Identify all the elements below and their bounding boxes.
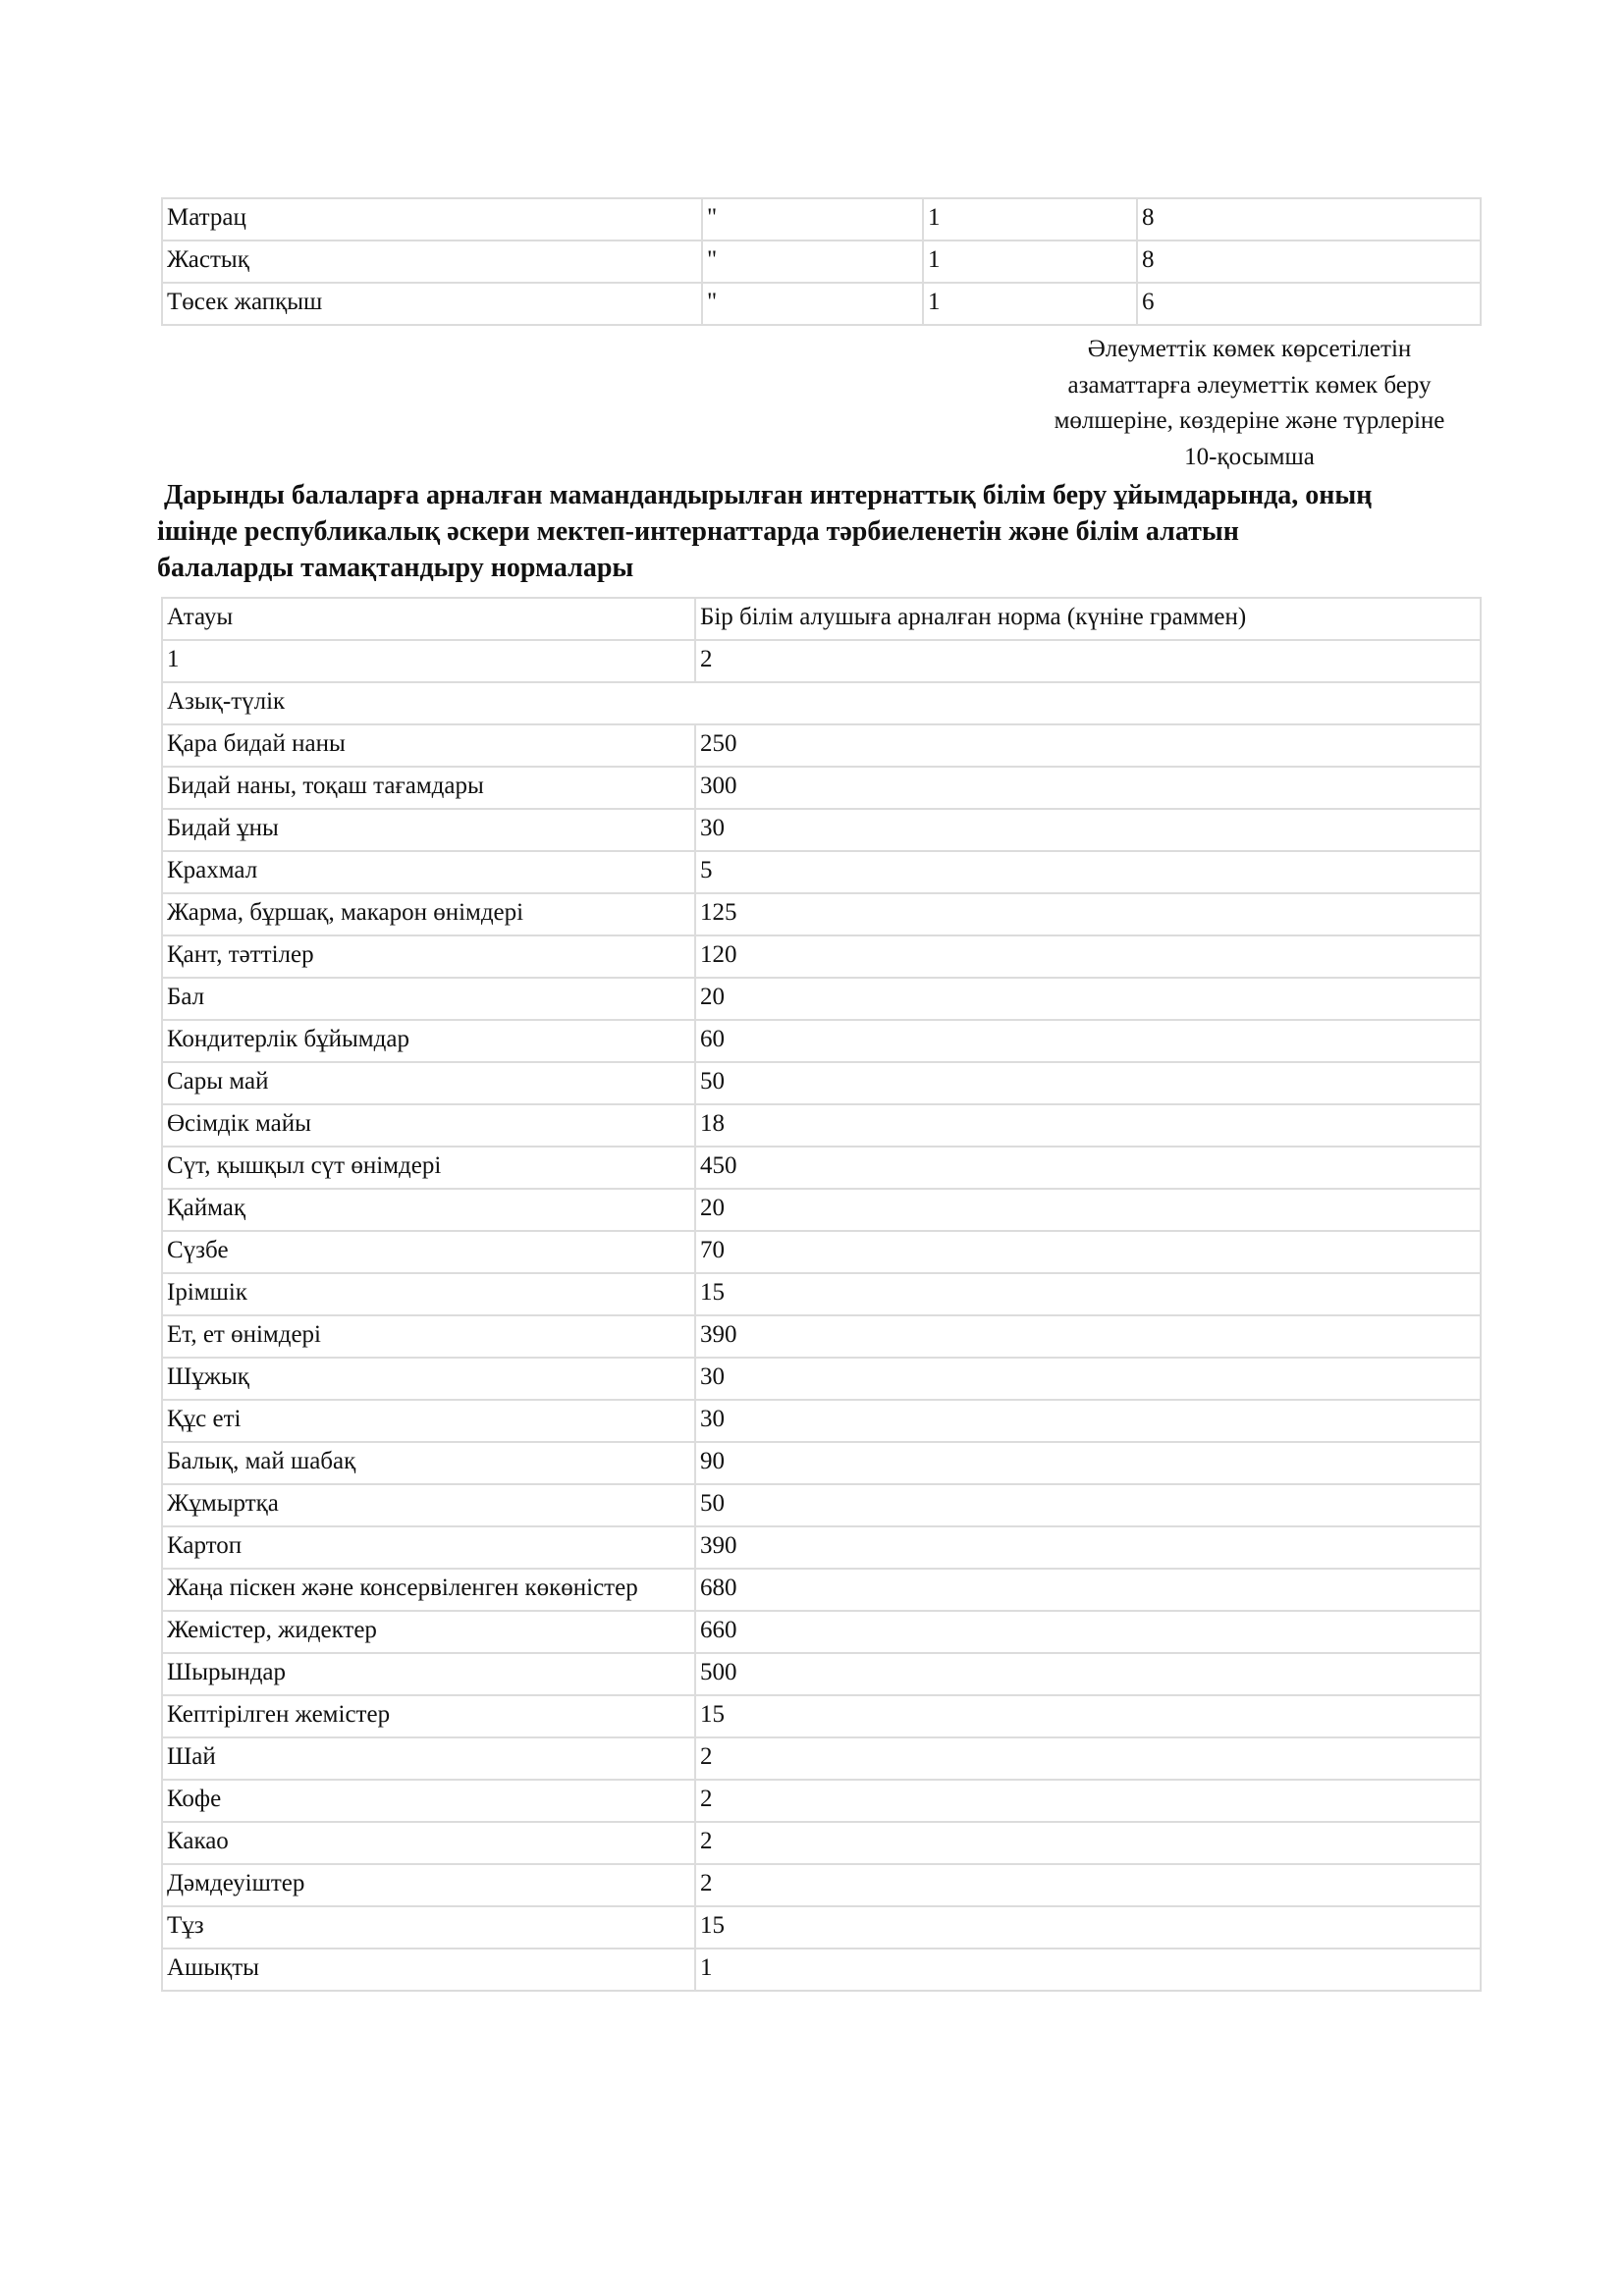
table-row [162,1442,1481,1484]
food-name-cell: Жұмыртқа [162,1484,695,1526]
food-name-cell: Жемістер, жидектер [162,1611,695,1653]
column-header-name: Атауы [162,598,695,640]
norm-value-cell: 450 [695,1147,1481,1189]
food-name-cell: Өсімдік майы [162,1104,695,1147]
quantity-cell: 1 [923,283,1137,325]
table-row [162,1315,1481,1358]
table-row [162,767,1481,809]
column-number: 1 [162,640,695,682]
unit-cell: " [702,198,923,240]
food-name-cell: Қант, тәттілер [162,935,695,978]
quantity-cell: 1 [923,198,1137,240]
table-row [162,1653,1481,1695]
item-name-cell: Төсек жапқыш [162,283,702,325]
food-name-cell: Ашықты [162,1949,695,1991]
nutrition-norms-table [161,597,1482,1992]
annex-note-line: азаматтарға әлеуметтік көмек беру [1067,371,1432,399]
norm-value-cell: 60 [695,1020,1481,1062]
food-name-cell: Сүзбе [162,1231,695,1273]
table-row [162,1526,1481,1569]
norm-value-cell: 15 [695,1273,1481,1315]
norm-value-cell: 50 [695,1062,1481,1104]
page-title [157,477,1492,586]
table-row [162,1737,1481,1780]
norm-value-cell: 30 [695,1400,1481,1442]
table-row [162,809,1481,851]
table-row [162,978,1481,1020]
item-name-cell: Матрац [162,198,702,240]
bedding-table [161,197,1482,326]
unit-cell: " [702,283,923,325]
norm-value-cell: 390 [695,1315,1481,1358]
table-row [162,1611,1481,1653]
norm-value-cell: 30 [695,809,1481,851]
table-row [162,1104,1481,1147]
food-name-cell: Қаймақ [162,1189,695,1231]
table-row [162,1949,1481,1991]
food-name-cell: Жаңа піскен және консервіленген көкөністер [162,1569,695,1611]
column-number: 2 [695,640,1481,682]
annex-note-line: мөлшеріне, көздеріне және түрлеріне [1054,407,1445,434]
food-name-cell: Бидай ұны [162,809,695,851]
food-name-cell: Шырындар [162,1653,695,1695]
norm-value-cell: 5 [695,851,1481,893]
norm-value-cell: 20 [695,978,1481,1020]
food-name-cell: Какао [162,1822,695,1864]
food-name-cell: Ет, ет өнімдері [162,1315,695,1358]
norm-value-cell: 18 [695,1104,1481,1147]
norm-value-cell: 70 [695,1231,1481,1273]
food-name-cell: Сары май [162,1062,695,1104]
food-name-cell: Шай [162,1737,695,1780]
norm-value-cell: 250 [695,724,1481,767]
term-cell: 8 [1137,240,1481,283]
norm-value-cell: 2 [695,1864,1481,1906]
table-row [162,1569,1481,1611]
food-name-cell: Бал [162,978,695,1020]
food-name-cell: Дәмдеуіштер [162,1864,695,1906]
food-name-cell: Шұжық [162,1358,695,1400]
food-name-cell: Кептірілген жемістер [162,1695,695,1737]
table-row [162,1780,1481,1822]
table-row [162,240,1481,283]
term-cell: 6 [1137,283,1481,325]
table-row [162,1020,1481,1062]
food-name-cell: Құс еті [162,1400,695,1442]
annex-note-line: Әлеуметтік көмек көрсетілетін [1087,336,1412,362]
title-line: балаларды тамақтандыру нормалары [157,553,634,583]
table-row [162,1695,1481,1737]
norm-value-cell: 660 [695,1611,1481,1653]
food-name-cell: Сүт, қышқыл сүт өнімдері [162,1147,695,1189]
norm-value-cell: 500 [695,1653,1481,1695]
term-cell: 8 [1137,198,1481,240]
table-row [162,1231,1481,1273]
table-header-row [162,598,1481,640]
food-name-cell: Жарма, бұршақ, макарон өнімдері [162,893,695,935]
item-name-cell: Жастық [162,240,702,283]
norm-value-cell: 120 [695,935,1481,978]
table-row [162,1189,1481,1231]
table-row [162,1864,1481,1906]
food-name-cell: Кофе [162,1780,695,1822]
norm-value-cell: 2 [695,1780,1481,1822]
food-name-cell: Бидай наны, тоқаш тағамдары [162,767,695,809]
food-name-cell: Ірімшік [162,1273,695,1315]
norm-value-cell: 15 [695,1906,1481,1949]
norm-value-cell: 30 [695,1358,1481,1400]
table-row [162,198,1481,240]
food-name-cell: Картоп [162,1526,695,1569]
food-name-cell: Крахмал [162,851,695,893]
table-row [162,1062,1481,1104]
norm-value-cell: 390 [695,1526,1481,1569]
norm-value-cell: 680 [695,1569,1481,1611]
column-header-norm: Бір білім алушыға арналған норма (күніне граммен) [695,598,1481,640]
table-row [162,724,1481,767]
norm-value-cell: 2 [695,1737,1481,1780]
table-row [162,893,1481,935]
unit-cell: " [702,240,923,283]
table-row [162,1484,1481,1526]
food-name-cell: Қара бидай наны [162,724,695,767]
table-row [162,1906,1481,1949]
norm-value-cell: 1 [695,1949,1481,1991]
section-label: Азық-түлік [162,682,1481,724]
norm-value-cell: 15 [695,1695,1481,1737]
title-line: ішінде республикалық әскери мектеп-интернаттарда тәрбиеленетін және білім алатын [157,516,1239,547]
annex-note [1001,332,1497,475]
norm-value-cell: 300 [695,767,1481,809]
norm-value-cell: 50 [695,1484,1481,1526]
table-row [162,1147,1481,1189]
norm-value-cell: 125 [695,893,1481,935]
table-row [162,851,1481,893]
table-row [162,1400,1481,1442]
column-numbering-row [162,640,1481,682]
table-row [162,1358,1481,1400]
food-name-cell: Тұз [162,1906,695,1949]
norm-value-cell: 90 [695,1442,1481,1484]
table-row [162,935,1481,978]
quantity-cell: 1 [923,240,1137,283]
annex-number: 10-қосымша [1184,443,1315,470]
table-row [162,1273,1481,1315]
food-name-cell: Кондитерлік бұйымдар [162,1020,695,1062]
norm-value-cell: 2 [695,1822,1481,1864]
table-row [162,1822,1481,1864]
title-line: Дарынды балаларға арналған мамандандырылған интернаттық білім беру ұйымдарында, оның [157,480,1373,510]
food-name-cell: Балық, май шабақ [162,1442,695,1484]
table-row [162,283,1481,325]
section-row [162,682,1481,724]
norm-value-cell: 20 [695,1189,1481,1231]
